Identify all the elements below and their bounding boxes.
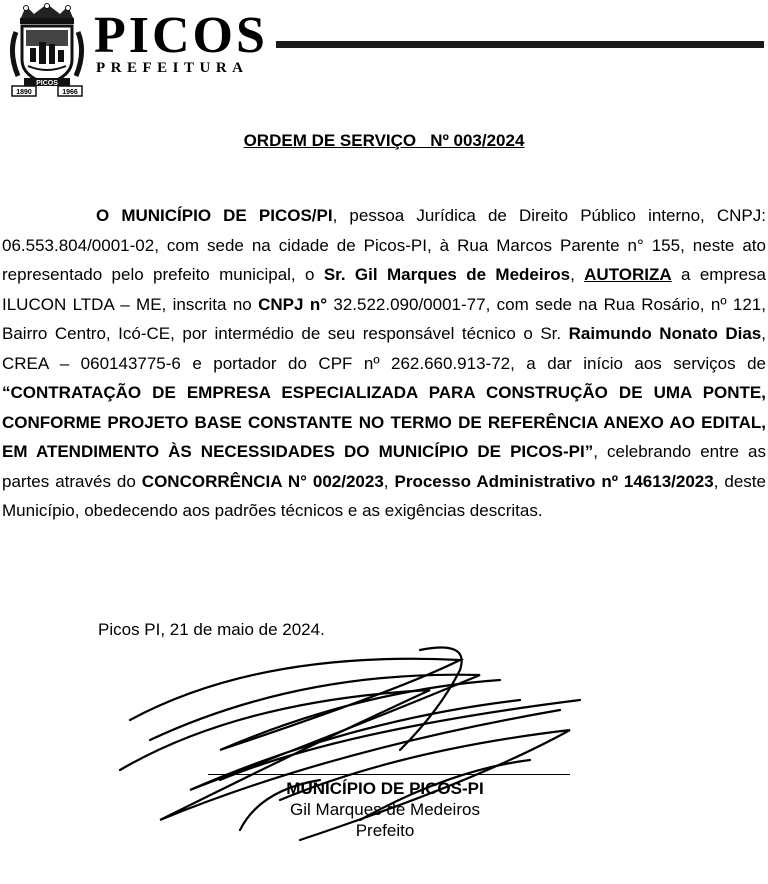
- signatory-role: Prefeito: [355, 821, 415, 840]
- body-mayor-name: Sr. Gil Marques de Medeiros: [323, 265, 571, 284]
- body-text-3: a empresa ILUCON LTDA – ME, inscrita no: [2, 265, 766, 314]
- signatory-org: MUNICÍPIO DE PICOS-PI: [286, 779, 484, 798]
- body-technician-name: Raimundo Nonato Dias: [568, 324, 762, 343]
- municipal-crest-icon: [6, 2, 88, 98]
- body-service-object: “CONTRATAÇÃO DE EMPRESA ESPECIALIZADA PARA CONSTRUÇÃO DE UMA PONTE, CONFORME PROJETO BASE CONSTANTE NO TERMO DE REFERÊNCIA ANEXO AO EDITAL, EM ATENDIMENTO ÀS NECESSIDADES DO MUNICÍPIO DE PICOS-PI”: [2, 383, 766, 461]
- document-body: [2, 201, 766, 526]
- body-text-7: ,: [383, 471, 395, 491]
- body-concorrencia: CONCORRÊNCIA N° 002/2023: [141, 471, 384, 491]
- signatory-name: Gil Marques de Medeiros: [290, 800, 480, 819]
- body-cnpj-label: CNPJ n°: [258, 294, 328, 314]
- header-divider: [276, 41, 764, 48]
- body-text-2: ,: [570, 265, 585, 284]
- brand-name: PICOS: [94, 7, 268, 64]
- body-text-6: , celebrando entre as partes através do: [2, 442, 766, 491]
- crest-label: PICOS: [36, 80, 58, 87]
- crest-year-left: 1890: [16, 89, 32, 96]
- body-text-1: , pessoa Jurídica de Direito Público interno, CNPJ: 06.553.804/0001-02, com sede na cidade de Picos-PI, à Rua Marcos Parente n° 155, neste ato representado pelo prefeito municipal, o: [2, 206, 766, 284]
- signature-line: [208, 774, 570, 775]
- date-line: Picos PI, 21 de maio de 2024.: [98, 620, 325, 639]
- body-text-4: 32.522.090/0001-77, com sede na Rua Rosário, nº 121, Bairro Centro, Icó-CE, por intermédio de seu responsável técnico o Sr.: [2, 294, 766, 343]
- crest-year-right: 1966: [62, 89, 78, 96]
- body-autoriza: AUTORIZA: [584, 265, 672, 284]
- body-text-8: , deste Município, obedecendo aos padrões técnicos e as exigências descritas.: [2, 471, 766, 520]
- letterhead: [0, 0, 768, 100]
- body-processo: Processo Administrativo nº 14613/2023: [394, 471, 714, 491]
- signature-block: [200, 778, 570, 841]
- body-municipio: O MUNICÍPIO DE PICOS/PI: [96, 206, 333, 225]
- body-text-5: , CREA – 060143775-6 e portador do CPF nº 262.660.913-72, a dar início aos serviços de: [2, 324, 766, 373]
- document-title: ORDEM DE SERVIÇO Nº 003/2024: [243, 131, 525, 150]
- brand-subtitle: PREFEITURA: [96, 60, 249, 76]
